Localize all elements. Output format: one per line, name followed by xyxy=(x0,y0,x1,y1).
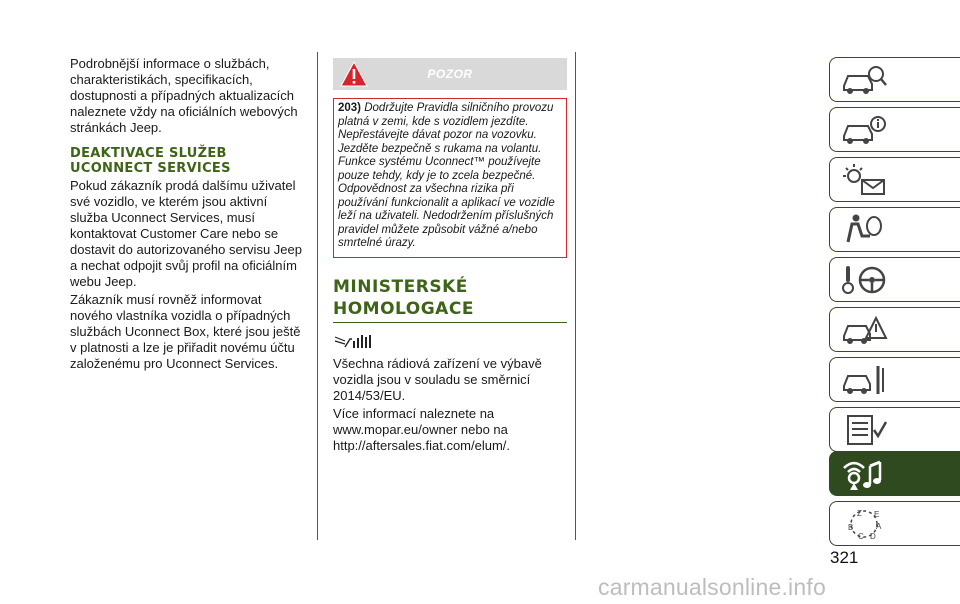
svg-text:D: D xyxy=(870,532,876,541)
svg-text:A: A xyxy=(876,522,882,531)
tab-starting-driving[interactable] xyxy=(829,257,960,302)
airbag-seat-icon xyxy=(840,212,888,248)
steering-wheel-icon xyxy=(840,262,888,298)
middle-column xyxy=(333,58,567,456)
homologation-paragraph-2: Více informací naleznete na www.mopar.eu/owner nebo na http://aftersales.fiat.com/elum/. xyxy=(333,405,511,453)
warning-number: 203) xyxy=(338,102,362,114)
tab-servicing[interactable] xyxy=(829,357,960,402)
index-abc-icon xyxy=(840,506,888,542)
column-divider-right xyxy=(575,52,576,540)
multimedia-icon xyxy=(840,456,888,494)
tab-vehicle-overview[interactable] xyxy=(829,57,960,102)
svg-text:E: E xyxy=(874,510,880,519)
svg-text:B: B xyxy=(848,523,854,532)
tab-vehicle-info[interactable] xyxy=(829,107,960,152)
emergency-car-icon xyxy=(840,312,888,348)
car-search-icon xyxy=(840,62,888,98)
deactivation-paragraph-1: Pokud zákazník prodá dalšímu uživatel své vozidlo, ve kterém jsou aktivní služba Uconnect Services, musí kontaktovat Customer Care nebo se dostavit do autorizovaného servisu Jeep a nechat odpojit svůj profil na oficiálním webu Jeep. xyxy=(70,178,302,289)
svg-text:Z: Z xyxy=(857,509,862,518)
tab-index[interactable] xyxy=(829,501,960,546)
homologation-paragraph-1: Všechna rádiová zařízení ve výbavě vozidla jsou v souladu se směrnicí 2014/53/EU. xyxy=(333,355,542,403)
tab-multimedia-active[interactable] xyxy=(829,451,960,496)
warning-box xyxy=(333,98,567,258)
page-number: 321 xyxy=(830,548,859,567)
warning-text xyxy=(338,102,562,251)
tab-technical-specifications[interactable] xyxy=(829,407,960,452)
watermark: carmanualsonline.info xyxy=(598,574,826,600)
warning-title: POZOR xyxy=(427,67,473,81)
svg-text:C: C xyxy=(858,532,864,541)
column-divider-left xyxy=(317,52,318,540)
radio-equipment-icon xyxy=(333,333,377,349)
car-info-icon xyxy=(840,112,888,148)
left-column xyxy=(70,56,302,374)
title-rule xyxy=(333,322,567,323)
specifications-list-icon xyxy=(840,412,888,448)
homologation-title: MINISTERSKÉ HOMOLOGACE xyxy=(333,276,474,319)
tab-safety[interactable] xyxy=(829,207,960,252)
warning-body: Dodržujte Pravidla silničního provozu platná v zemi, kde s vozidlem jezdíte. Nepřestávejte dávat pozor na vozovku. Jezděte bezpečně s rukama na volantu. Funkce systému Uconnect™ používejte pouze tehdy, kdy je to zcela bezpečné. Odpovědnost za všechna rizika při používání funkcionalit a aplikací ve vozidle leží na uživateli. Nedodržením příslušných pravidel můžete způsobit vážné a/nebo smrtelné úrazy. xyxy=(338,102,555,249)
tab-emergency[interactable] xyxy=(829,307,960,352)
warning-header xyxy=(333,58,567,90)
tab-warning-lights[interactable] xyxy=(829,157,960,202)
intro-paragraph: Podrobnější informace o službách, charakteristikách, specifikacích, dostupnosti a případných aktualizacích naleznete vždy na oficiálních webových stránkách Jeep. xyxy=(70,56,298,135)
warning-lights-icon xyxy=(840,162,888,198)
deactivation-title: DEAKTIVACE SLUŽEB UCONNECT SERVICES xyxy=(70,146,231,176)
deactivation-paragraph-2: Zákazník musí rovněž informovat nového vlastníka vozidla o případných službách Uconnect Box, které jsou ještě v platnosti a lze je přiřadit novému účtu založenému pro Uconnect Services. xyxy=(70,292,301,371)
car-service-icon xyxy=(840,362,888,398)
